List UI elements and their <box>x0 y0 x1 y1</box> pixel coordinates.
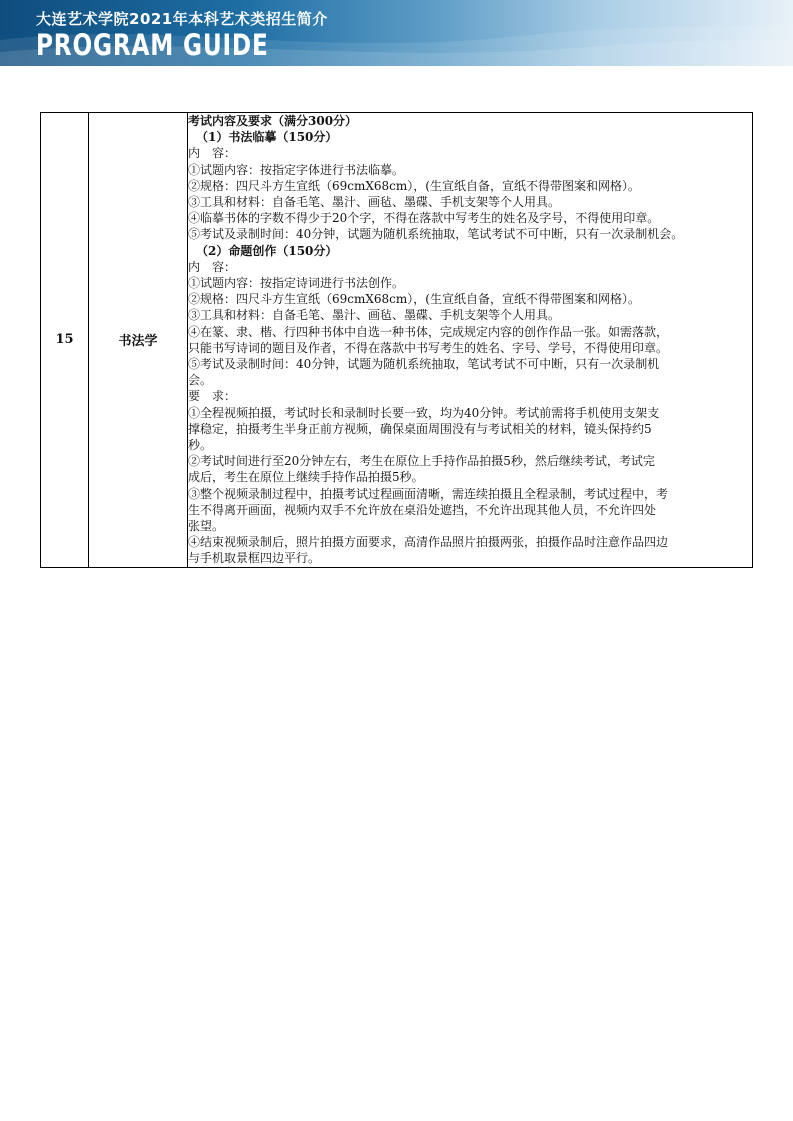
content-line: ②规格：四尺斗方生宣纸（69cmX68cm），(生宣纸自备，宣纸不得带图案和网格）。 <box>188 178 640 193</box>
page-header-banner <box>0 0 793 66</box>
content-line: ③工具和材料：自备毛笔、墨汁、画毡、墨碟、手机支架等个人用具。 <box>188 308 561 323</box>
content-line: 撑稳定，拍摄考生半身正前方视频，确保桌面周围没有与考试相关的材料，镜头保持约5 <box>188 421 652 436</box>
row-major: 书法学 <box>89 113 188 568</box>
content-line: 内 容： <box>188 146 237 161</box>
content-line: 张望。 <box>188 519 225 534</box>
content-line: ⑤考试及录制时间：40分钟，试题为随机系统抽取，笔试考试不可中断，只有一次录制机会。 <box>188 227 684 242</box>
content-line: ④临摹书体的字数不得少于20个字，不得在落款中写考生的姓名及字号，不得使用印章。 <box>188 211 660 226</box>
header-title-en: PROGRAM GUIDE <box>36 28 269 62</box>
content-line: 会。 <box>188 373 213 388</box>
content-line: （2）命题创作（150分） <box>196 243 338 258</box>
content-line: 与手机取景框四边平行。 <box>188 551 321 566</box>
content-line: ⑤考试及录制时间：40分钟，试题为随机系统抽取，笔试考试不可中断，只有一次录制机 <box>188 357 660 372</box>
content-line: ③工具和材料：自备毛笔、墨汁、画毡、墨碟、手机支架等个人用具。 <box>188 195 561 210</box>
content-line: 生不得离开画面，视频内双手不允许放在桌沿处遮挡，不允许出现其他人员，不允许四处 <box>188 502 657 517</box>
content-line: 秒。 <box>188 438 213 453</box>
table-row <box>41 113 753 568</box>
content-line: 要 求： <box>188 389 237 404</box>
content-line: ①试题内容：按指定字体进行书法临摹。 <box>188 162 405 177</box>
row-content <box>188 113 753 568</box>
content-line: ①试题内容：按指定诗词进行书法创作。 <box>188 276 405 291</box>
content-line: ②规格：四尺斗方生宣纸（69cmX68cm），(生宣纸自备，宣纸不得带图案和网格）。 <box>188 292 640 307</box>
content-line: 内 容： <box>188 259 237 274</box>
row-number: 15 <box>41 113 89 568</box>
content-line: （1）书法临摹（150分） <box>196 130 338 145</box>
header-title-cn: 大连艺术学院2021年本科艺术类招生简介 <box>36 10 328 28</box>
content-line: ②考试时间进行至20分钟左右，考生在原位上手持作品拍摄5秒，然后继续考试，考试完 <box>188 454 655 469</box>
content-line: ④结束视频录制后，照片拍摄方面要求，高清作品照片拍摄两张，拍摄作品时注意作品四边 <box>188 535 669 550</box>
content-line: 考试内容及要求（满分300分） <box>188 114 358 128</box>
content-line: ③整个视频录制过程中，拍摄考试过程画面清晰，需连续拍摄且全程录制，考试过程中，考 <box>188 486 669 501</box>
content-line: 成后，考生在原位上继续手持作品拍摄5秒。 <box>188 470 424 485</box>
content-line: ④在篆、隶、楷、行四种书体中自选一种书体，完成规定内容的创作作品一张。如需落款， <box>188 324 669 339</box>
content-line: ①全程视频拍摄，考试时长和录制时长要一致，均为40分钟。考试前需将手机使用支架支 <box>188 405 660 420</box>
content-line: 只能书写诗词的题目及作者，不得在落款中书写考生的姓名、字号、学号，不得使用印章。 <box>188 340 669 355</box>
program-table <box>40 112 753 568</box>
